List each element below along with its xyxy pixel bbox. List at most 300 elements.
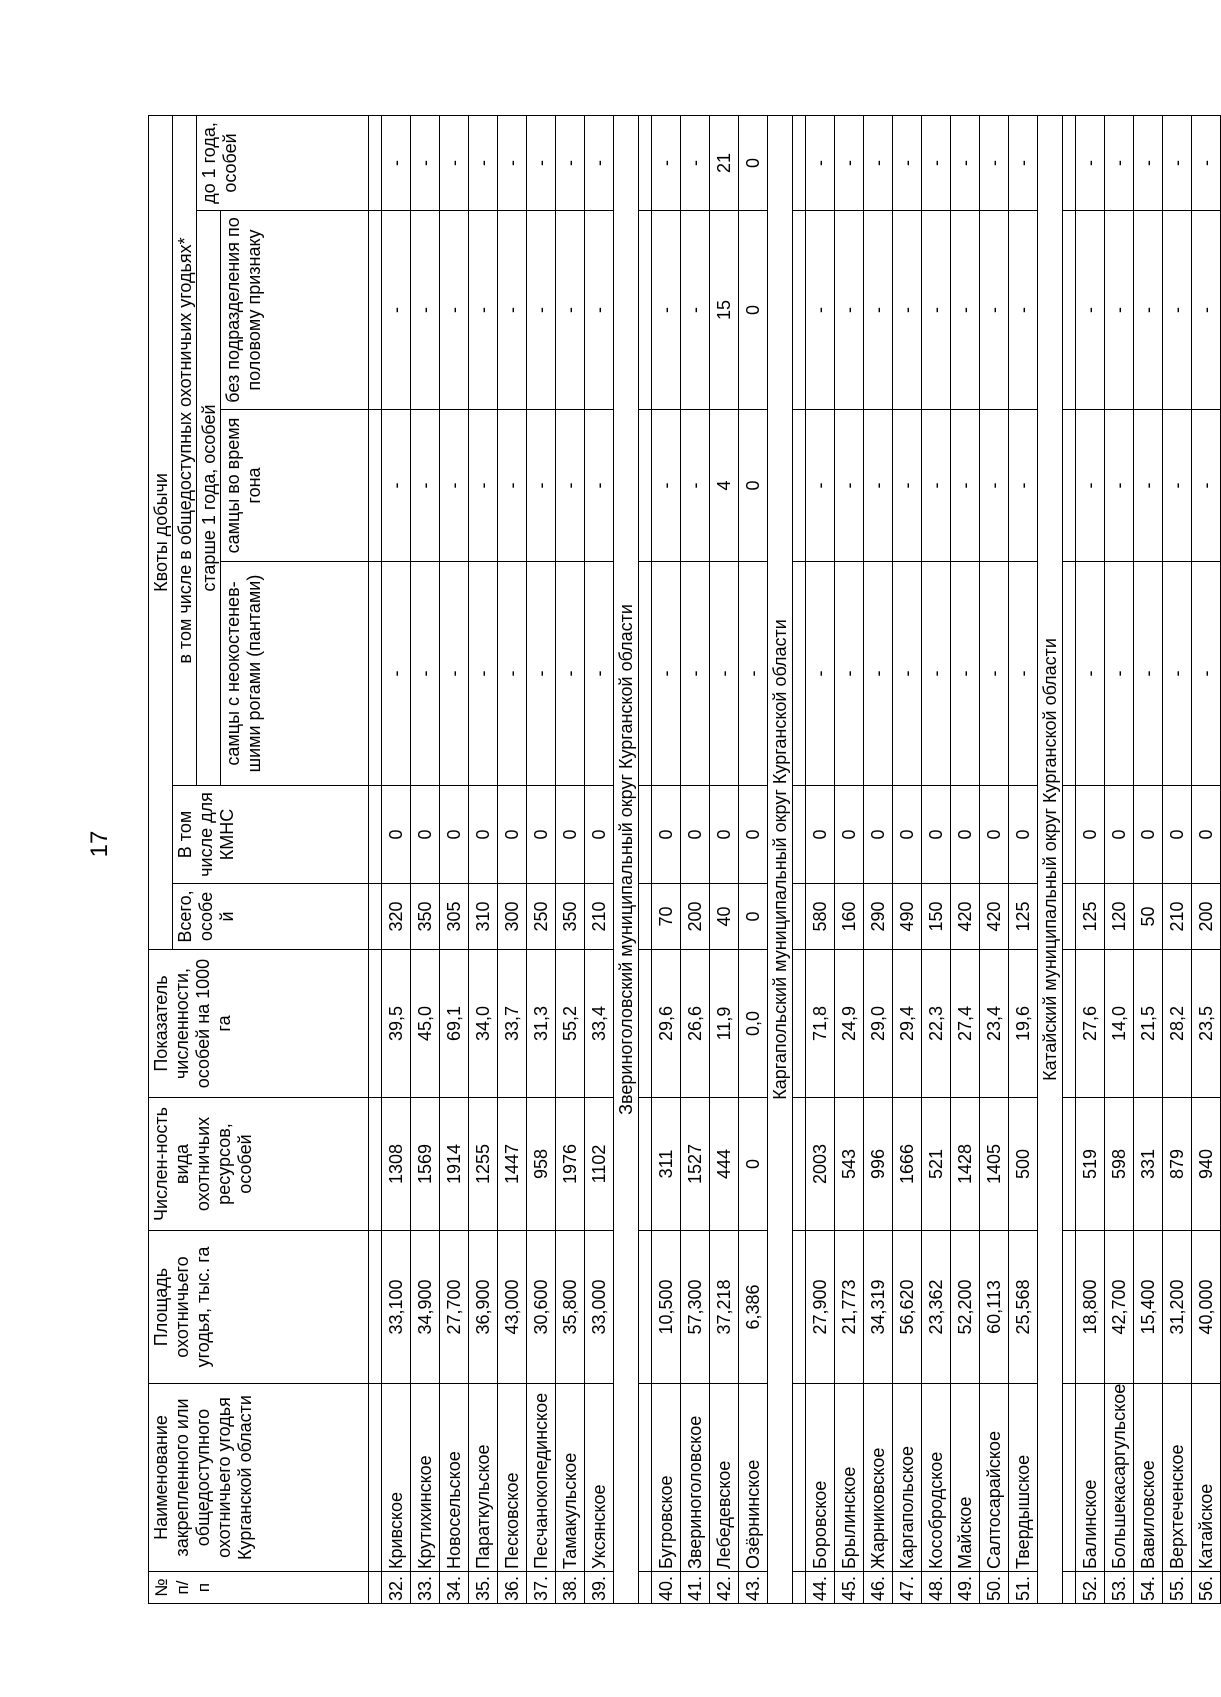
header-name: Наименование закрепленного или общедоступного охотничьего угодья Курганской области [149,1384,369,1572]
cell-kmns: 0 [556,786,585,884]
cell-under1: - [382,115,411,210]
cell-under1: - [527,115,556,210]
cell-antlers: - [922,562,951,786]
cell-population: 1569 [411,1098,440,1231]
cell-no-sex: - [922,211,951,410]
cell-antlers: - [1163,562,1192,786]
spacer-cell [1063,211,1076,410]
cell-num: 50. [980,1572,1009,1604]
cell-name: Твердышское [1009,1384,1038,1572]
cell-rut: - [1076,410,1105,562]
cell-density: 71,8 [806,950,835,1098]
cell-name: Бугровское [652,1384,681,1572]
cell-antlers: - [980,562,1009,786]
cell-rut: - [469,410,498,562]
cell-name: Звериноголовское [681,1384,710,1572]
header-no-sex: без подразделения по половому признаку [221,211,369,410]
spacer-row [369,115,382,1603]
cell-population: 331 [1134,1098,1163,1231]
table-row [1163,115,1192,1603]
header-quota-group: Квоты добычи [149,115,173,949]
spacer-cell [1063,562,1076,786]
cell-density: 26,6 [681,950,710,1098]
cell-name: Балинское [1076,1384,1105,1572]
header-total: Всего, особе й [173,884,369,950]
spacer-cell [1063,1231,1076,1384]
cell-antlers: - [893,562,922,786]
cell-antlers: - [739,562,768,786]
cell-under1: - [556,115,585,210]
cell-antlers: - [710,562,739,786]
spacer-cell [639,562,652,786]
spacer-cell [639,211,652,410]
district-row [768,115,793,1603]
spacer-cell [793,884,806,950]
cell-antlers: - [498,562,527,786]
cell-no-sex: 0 [739,211,768,410]
cell-kmns: 0 [710,786,739,884]
spacer-cell [369,115,382,210]
cell-antlers: - [1009,562,1038,786]
cell-under1: - [440,115,469,210]
cell-num: 38. [556,1572,585,1604]
cell-total: 40 [710,884,739,950]
cell-under1: - [864,115,893,210]
cell-area: 34,900 [411,1231,440,1384]
table-row [469,115,498,1603]
cell-name: Озёрнинское [739,1384,768,1572]
cell-density: 11,9 [710,950,739,1098]
table-row [951,115,980,1603]
cell-population: 1428 [951,1098,980,1231]
cell-name: Песчанокопединское [527,1384,556,1572]
cell-rut: - [498,410,527,562]
spacer-cell [1063,1384,1076,1572]
cell-kmns: 0 [922,786,951,884]
cell-name: Параткульское [469,1384,498,1572]
cell-rut: - [893,410,922,562]
header-area: Площадь охотничьего угодья, тыс. га [149,1231,369,1384]
table-row [440,115,469,1603]
cell-no-sex: 15 [710,211,739,410]
cell-rut: - [1192,410,1221,562]
cell-antlers: - [806,562,835,786]
cell-under1: - [922,115,951,210]
cell-population: 444 [710,1098,739,1231]
district-title: Каргапольский муниципальный округ Курганской области [768,115,793,1603]
cell-total: 420 [980,884,1009,950]
cell-num: 46. [864,1572,893,1604]
spacer-cell [793,1384,806,1572]
cell-rut: - [951,410,980,562]
cell-total: 580 [806,884,835,950]
table-row [382,115,411,1603]
cell-area: 27,700 [440,1231,469,1384]
cell-kmns: 0 [681,786,710,884]
spacer-cell [369,1572,382,1604]
cell-area: 21,773 [835,1231,864,1384]
district-row [1038,115,1063,1603]
cell-num: 45. [835,1572,864,1604]
cell-total: 350 [556,884,585,950]
header-rut: самцы во время гона [221,410,369,562]
spacer-cell [793,1098,806,1231]
cell-density: 39,5 [382,950,411,1098]
cell-kmns: 0 [864,786,893,884]
cell-under1: - [1009,115,1038,210]
cell-under1: - [469,115,498,210]
spacer-cell [369,1231,382,1384]
spacer-cell [1063,410,1076,562]
cell-name: Песковское [498,1384,527,1572]
cell-num: 48. [922,1572,951,1604]
cell-population: 500 [1009,1098,1038,1231]
spacer-cell [793,786,806,884]
cell-name: Большекасаргульское [1105,1384,1134,1572]
cell-density: 28,2 [1163,950,1192,1098]
cell-kmns: 0 [585,786,614,884]
cell-density: 23,4 [980,950,1009,1098]
spacer-cell [639,950,652,1098]
cell-population: 1405 [980,1098,1009,1231]
cell-population: 1976 [556,1098,585,1231]
header-kmns: В том числе для КМНС [173,786,369,884]
cell-no-sex: - [980,211,1009,410]
cell-antlers: - [1134,562,1163,786]
cell-antlers: - [556,562,585,786]
rotated-page-content [148,116,1216,1604]
cell-area: 52,200 [951,1231,980,1384]
cell-area: 43,000 [498,1231,527,1384]
cell-antlers: - [469,562,498,786]
cell-density: 33,7 [498,950,527,1098]
cell-antlers: - [1105,562,1134,786]
cell-no-sex: - [1163,211,1192,410]
cell-no-sex: - [681,211,710,410]
table-row [835,115,864,1603]
cell-kmns: 0 [1192,786,1221,884]
cell-antlers: - [951,562,980,786]
cell-total: 350 [411,884,440,950]
table-row [1009,115,1038,1603]
cell-no-sex: - [440,211,469,410]
cell-no-sex: - [652,211,681,410]
header-density: Показатель численности, особей на 1000 га [149,950,369,1098]
cell-num: 37. [527,1572,556,1604]
spacer-cell [369,1384,382,1572]
cell-no-sex: - [585,211,614,410]
quota-table [148,115,1221,1604]
table-row [864,115,893,1603]
cell-density: 45,0 [411,950,440,1098]
cell-no-sex: - [864,211,893,410]
spacer-cell [639,410,652,562]
cell-name: Верхтеченское [1163,1384,1192,1572]
cell-rut: - [585,410,614,562]
cell-density: 21,5 [1134,950,1163,1098]
spacer-cell [1063,884,1076,950]
page-number: 17 [86,830,113,858]
spacer-cell [639,1384,652,1572]
cell-no-sex: - [1076,211,1105,410]
cell-no-sex: - [806,211,835,410]
spacer-cell [369,786,382,884]
cell-name: Брылинское [835,1384,864,1572]
cell-antlers: - [411,562,440,786]
cell-density: 31,3 [527,950,556,1098]
cell-area: 33,100 [382,1231,411,1384]
cell-density: 22,3 [922,950,951,1098]
header-population: Числен-ность вида охотничьих ресурсов, особей [149,1098,369,1231]
cell-under1: - [652,115,681,210]
cell-kmns: 0 [1076,786,1105,884]
cell-total: 490 [893,884,922,950]
spacer-cell [639,1231,652,1384]
cell-kmns: 0 [411,786,440,884]
cell-name: Майское [951,1384,980,1572]
cell-total: 50 [1134,884,1163,950]
cell-rut: - [527,410,556,562]
cell-area: 30,600 [527,1231,556,1384]
cell-area: 40,000 [1192,1231,1221,1384]
cell-density: 14,0 [1105,950,1134,1098]
cell-population: 1447 [498,1098,527,1231]
table-row [652,115,681,1603]
table-row [710,115,739,1603]
table-row [411,115,440,1603]
cell-under1: - [806,115,835,210]
cell-rut: - [440,410,469,562]
table-row [527,115,556,1603]
cell-area: 37,218 [710,1231,739,1384]
cell-rut: - [806,410,835,562]
header-num: № п/п [149,1572,369,1604]
cell-population: 0 [739,1098,768,1231]
cell-under1: - [980,115,1009,210]
cell-population: 940 [1192,1098,1221,1231]
spacer-cell [639,786,652,884]
table-row [893,115,922,1603]
cell-name: Жарниковское [864,1384,893,1572]
district-row [614,115,639,1603]
spacer-row [793,115,806,1603]
cell-num: 47. [893,1572,922,1604]
cell-name: Лебедевское [710,1384,739,1572]
cell-total: 320 [382,884,411,950]
cell-num: 55. [1163,1572,1192,1604]
cell-total: 70 [652,884,681,950]
cell-kmns: 0 [739,786,768,884]
spacer-cell [639,884,652,950]
table-row [1192,115,1221,1603]
cell-kmns: 0 [806,786,835,884]
cell-no-sex: - [951,211,980,410]
cell-density: 24,9 [835,950,864,1098]
spacer-cell [793,211,806,410]
cell-num: 51. [1009,1572,1038,1604]
spacer-cell [793,1231,806,1384]
cell-rut: - [1163,410,1192,562]
cell-under1: - [1163,115,1192,210]
cell-population: 958 [527,1098,556,1231]
cell-name: Боровское [806,1384,835,1572]
cell-under1: - [681,115,710,210]
cell-under1: - [411,115,440,210]
cell-total: 160 [835,884,864,950]
table-row [585,115,614,1603]
cell-rut: - [411,410,440,562]
cell-area: 10,500 [652,1231,681,1384]
cell-density: 34,0 [469,950,498,1098]
cell-antlers: - [382,562,411,786]
table-row [922,115,951,1603]
cell-total: 125 [1076,884,1105,950]
cell-density: 33,4 [585,950,614,1098]
cell-density: 27,6 [1076,950,1105,1098]
cell-area: 60,113 [980,1231,1009,1384]
cell-kmns: 0 [980,786,1009,884]
cell-antlers: - [864,562,893,786]
spacer-cell [369,211,382,410]
cell-num: 35. [469,1572,498,1604]
spacer-cell [793,950,806,1098]
cell-num: 39. [585,1572,614,1604]
header-public-group: в том числе в общедоступных охотничьих угодьях* [173,115,197,785]
cell-total: 210 [1163,884,1192,950]
cell-kmns: 0 [1163,786,1192,884]
spacer-cell [1063,115,1076,210]
cell-num: 36. [498,1572,527,1604]
cell-name: Вавиловское [1134,1384,1163,1572]
cell-antlers: - [527,562,556,786]
cell-density: 69,1 [440,950,469,1098]
cell-rut: - [1134,410,1163,562]
cell-density: 0,0 [739,950,768,1098]
cell-population: 1308 [382,1098,411,1231]
cell-under1: - [585,115,614,210]
cell-num: 33. [411,1572,440,1604]
cell-rut: - [1105,410,1134,562]
spacer-cell [369,410,382,562]
cell-num: 52. [1076,1572,1105,1604]
cell-num: 49. [951,1572,980,1604]
cell-area: 27,900 [806,1231,835,1384]
cell-no-sex: - [498,211,527,410]
cell-under1: - [835,115,864,210]
spacer-row [1063,115,1076,1603]
cell-area: 56,620 [893,1231,922,1384]
cell-rut: - [382,410,411,562]
cell-population: 1666 [893,1098,922,1231]
cell-antlers: - [681,562,710,786]
spacer-cell [369,884,382,950]
spacer-cell [793,115,806,210]
cell-kmns: 0 [527,786,556,884]
cell-num: 56. [1192,1572,1221,1604]
cell-num: 54. [1134,1572,1163,1604]
table-row [1076,115,1105,1603]
cell-kmns: 0 [893,786,922,884]
district-title: Катайский муниципальный округ Курганской области [1038,115,1063,1603]
cell-density: 29,4 [893,950,922,1098]
cell-antlers: - [1192,562,1221,786]
cell-num: 44. [806,1572,835,1604]
cell-kmns: 0 [1009,786,1038,884]
cell-population: 879 [1163,1098,1192,1231]
cell-under1: - [1192,115,1221,210]
cell-area: 23,362 [922,1231,951,1384]
cell-density: 55,2 [556,950,585,1098]
cell-antlers: - [652,562,681,786]
spacer-cell [369,562,382,786]
cell-area: 36,900 [469,1231,498,1384]
cell-antlers: - [585,562,614,786]
cell-name: Кривское [382,1384,411,1572]
cell-area: 25,568 [1009,1231,1038,1384]
cell-kmns: 0 [382,786,411,884]
table-row [739,115,768,1603]
cell-density: 19,6 [1009,950,1038,1098]
cell-kmns: 0 [498,786,527,884]
cell-name: Каргапольское [893,1384,922,1572]
cell-name: Новосельское [440,1384,469,1572]
cell-population: 543 [835,1098,864,1231]
spacer-cell [1063,1098,1076,1231]
cell-rut: - [922,410,951,562]
cell-density: 23,5 [1192,950,1221,1098]
cell-num: 42. [710,1572,739,1604]
cell-no-sex: - [556,211,585,410]
cell-area: 15,400 [1134,1231,1163,1384]
cell-name: Тамакульское [556,1384,585,1572]
cell-under1: - [893,115,922,210]
header-older-group: старше 1 года, особей [197,211,221,786]
cell-area: 42,700 [1105,1231,1134,1384]
cell-antlers: - [835,562,864,786]
cell-under1: - [498,115,527,210]
cell-density: 27,4 [951,950,980,1098]
cell-antlers: - [1076,562,1105,786]
cell-name: Уксянское [585,1384,614,1572]
cell-under1: - [1076,115,1105,210]
cell-total: 210 [585,884,614,950]
cell-num: 34. [440,1572,469,1604]
header-under1: до 1 года, особей [197,115,369,210]
cell-name: Салтосарайское [980,1384,1009,1572]
table-row [1134,115,1163,1603]
cell-rut: - [1009,410,1038,562]
cell-kmns: 0 [440,786,469,884]
cell-population: 1527 [681,1098,710,1231]
cell-num: 43. [739,1572,768,1604]
cell-rut: - [864,410,893,562]
cell-population: 598 [1105,1098,1134,1231]
cell-under1: - [1134,115,1163,210]
cell-total: 290 [864,884,893,950]
cell-rut: - [556,410,585,562]
cell-area: 33,000 [585,1231,614,1384]
table-row [980,115,1009,1603]
cell-num: 53. [1105,1572,1134,1604]
cell-name: Кособродское [922,1384,951,1572]
cell-kmns: 0 [1134,786,1163,884]
spacer-cell [793,1572,806,1604]
cell-total: 120 [1105,884,1134,950]
cell-total: 310 [469,884,498,950]
cell-under1: - [1105,115,1134,210]
cell-population: 521 [922,1098,951,1231]
spacer-cell [793,410,806,562]
